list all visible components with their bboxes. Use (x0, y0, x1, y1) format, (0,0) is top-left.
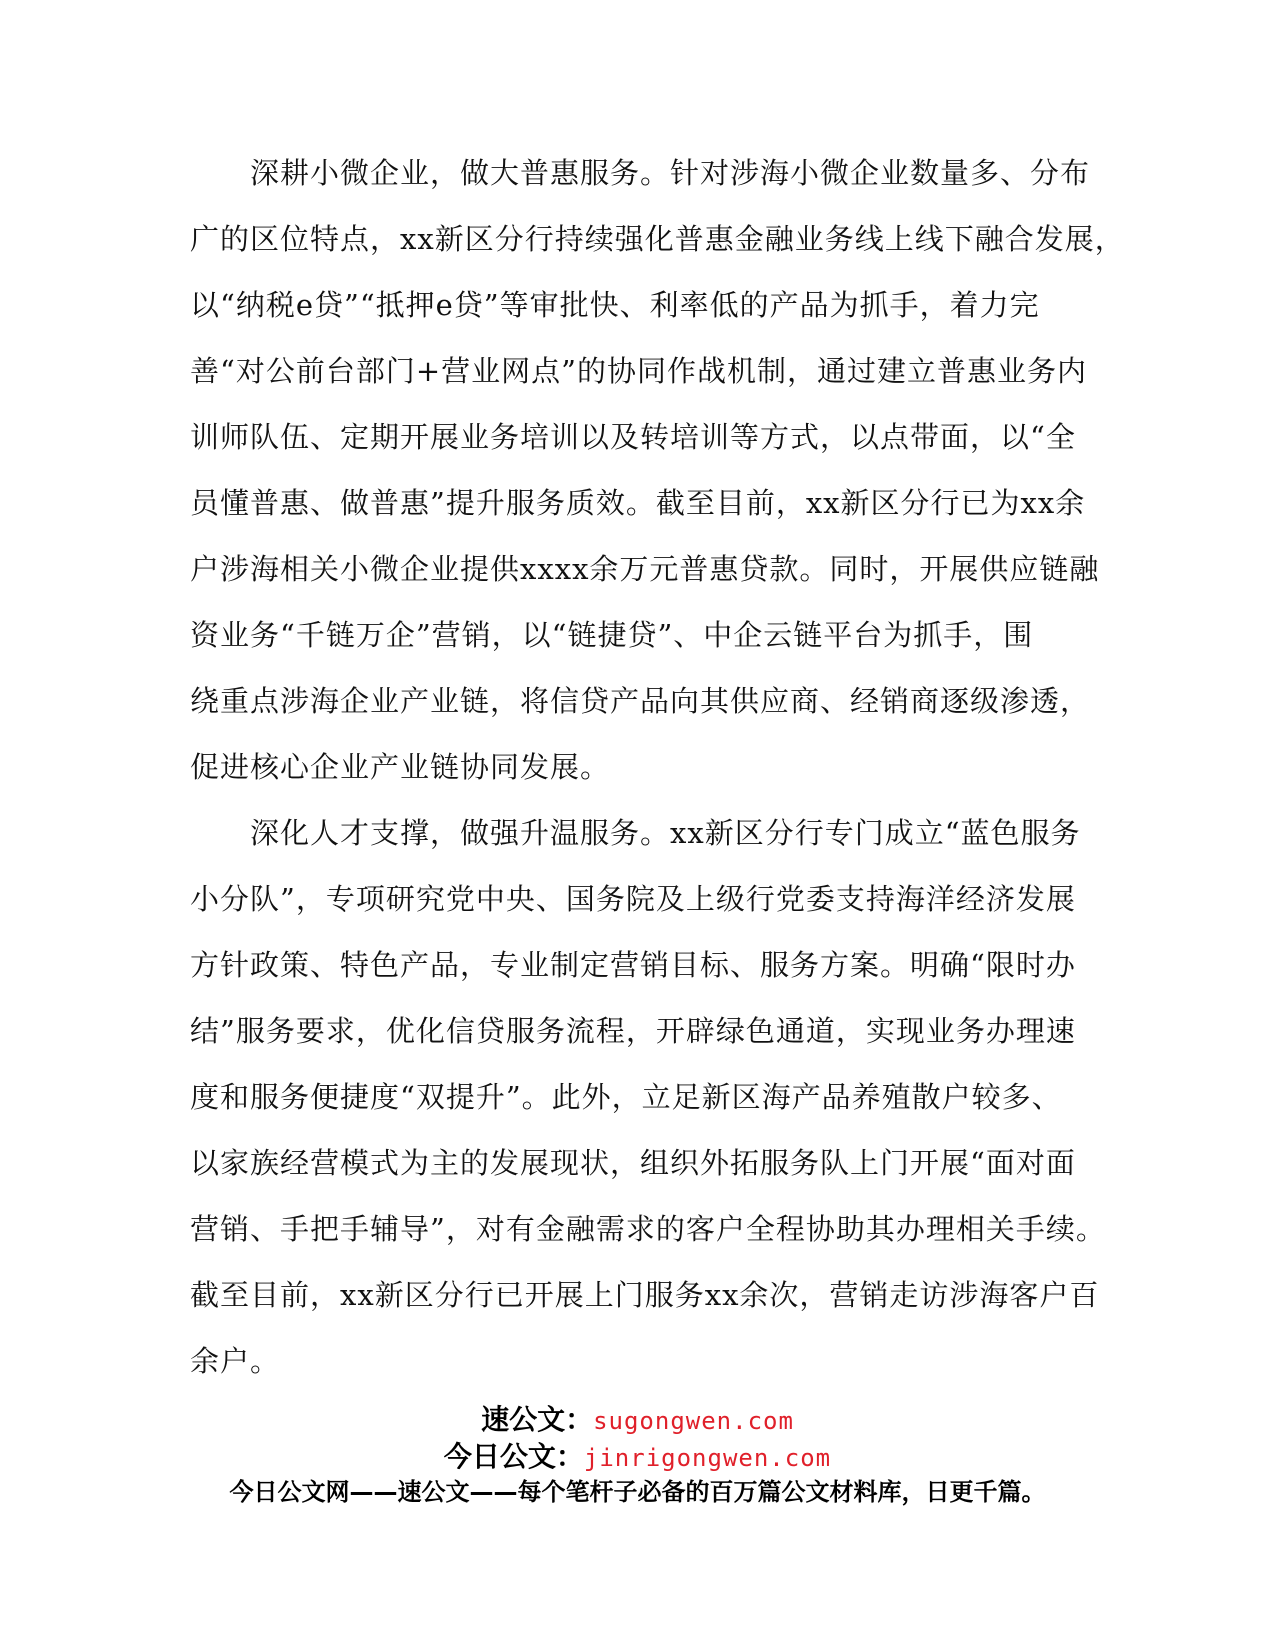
body-line: 深化人才支撑，做强升温服务。xx新区分行专门成立“蓝色服务 (190, 816, 1081, 850)
body-line: 促进核心企业产业链协同发展。 (190, 750, 611, 784)
footer-link-sugongwen[interactable]: sugongwen.com (593, 1407, 794, 1435)
body-line: 善“对公前台部门+营业网点”的协同作战机制，通过建立普惠业务内 (190, 354, 1087, 388)
body-line: 小分队”，专项研究党中央、国务院及上级行党委支持海洋经济发展 (190, 882, 1076, 916)
body-line: 广的区位特点，xx新区分行持续强化普惠金融业务线上线下融合发展， (190, 222, 1125, 256)
body-line: 户涉海相关小微企业提供xxxx余万元普惠贷款。同时，开展供应链融 (190, 552, 1100, 586)
footer-label-jinrigongwen: 今日公文： (443, 1440, 584, 1473)
body-line: 训师队伍、定期开展业务培训以及转培训等方式，以点带面，以“全 (190, 420, 1076, 454)
body-line: 余户。 (190, 1344, 281, 1378)
body-line: 员懂普惠、做普惠”提升服务质效。截至目前，xx新区分行已为xx余 (190, 486, 1086, 520)
footer-label-sugongwen: 速公文： (481, 1403, 594, 1436)
body-line: 截至目前，xx新区分行已开展上门服务xx余次，营销走访涉海客户百 (190, 1278, 1100, 1312)
body-line: 以“纳税e贷”“抵押e贷”等审批快、利率低的产品为抓手，着力完 (190, 288, 1040, 322)
footer-link-jinrigongwen[interactable]: jinrigongwen.com (583, 1444, 832, 1472)
body-line: 结”服务要求，优化信贷服务流程，开辟绿色通道，实现业务办理速 (190, 1014, 1076, 1048)
footer-slogan: 今日公文网——速公文——每个笔杆子必备的百万篇公文材料库，日更千篇。 (229, 1478, 1046, 1506)
footer-row-sugongwen (0, 1398, 1275, 1438)
body-line: 深耕小微企业，做大普惠服务。针对涉海小微企业数量多、分布 (190, 156, 1091, 190)
footer-row-jinrigongwen (0, 1435, 1275, 1475)
body-line: 绕重点涉海企业产业链，将信贷产品向其供应商、经销商逐级渗透， (190, 684, 1091, 718)
body-line: 方针政策、特色产品，专业制定营销目标、服务方案。明确“限时办 (190, 948, 1076, 982)
body-line: 度和服务便捷度“双提升”。此外，立足新区海产品养殖散户较多、 (190, 1080, 1062, 1114)
body-line: 营销、手把手辅导”，对有金融需求的客户全程协助其办理相关手续。 (190, 1212, 1106, 1246)
body-line: 资业务“千链万企”营销，以“链捷贷”、中企云链平台为抓手，围 (190, 618, 1034, 652)
body-line: 以家族经营模式为主的发展现状，组织外拓服务队上门开展“面对面 (190, 1146, 1076, 1180)
